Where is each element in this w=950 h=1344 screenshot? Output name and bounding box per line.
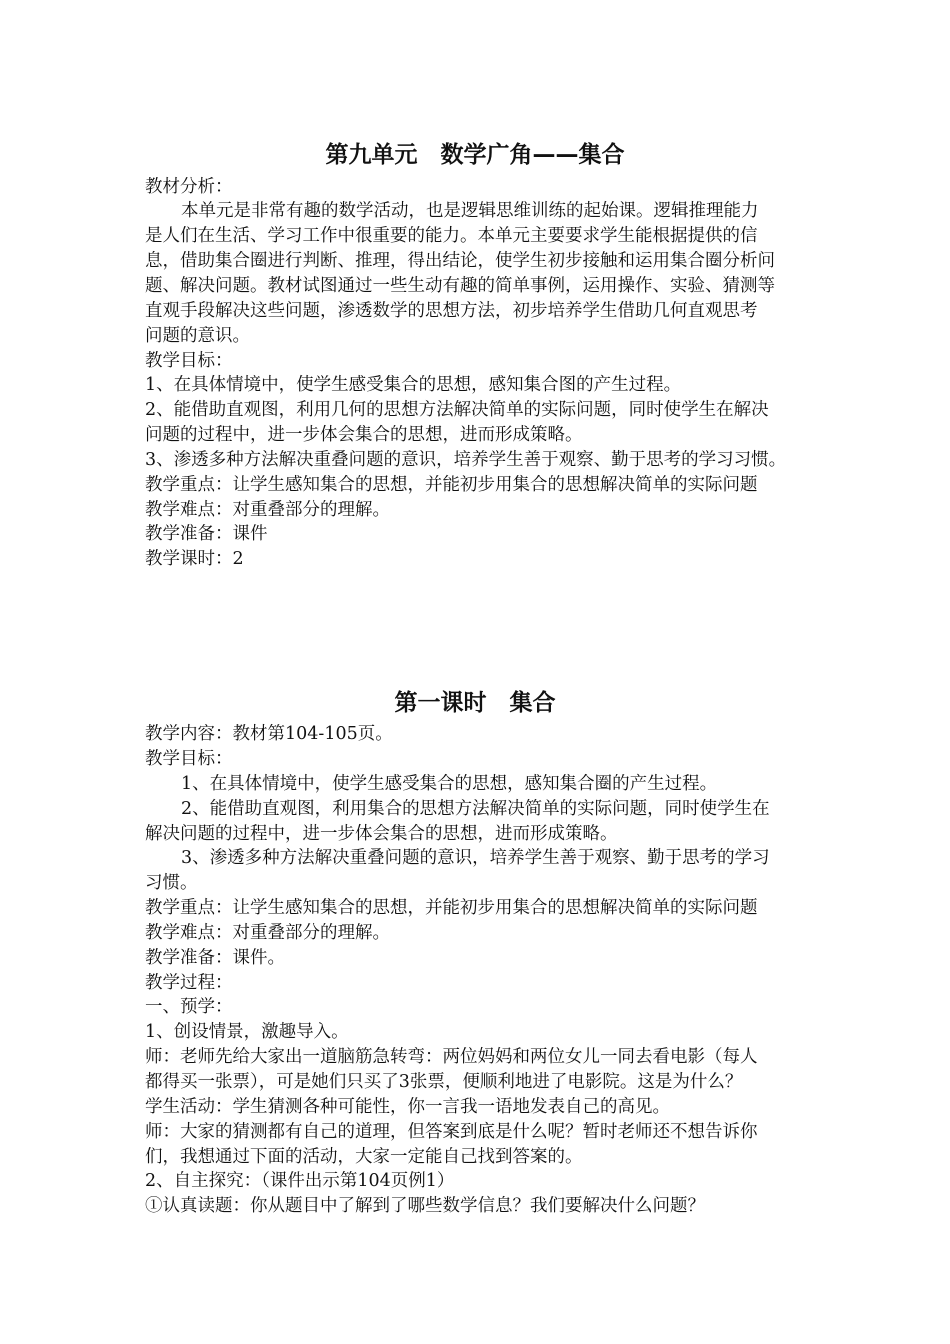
preparation: 教学准备：课件 [145,524,268,544]
process-line: 一、预学： [145,997,233,1017]
lesson-goal-line: 3、渗透多种方法解决重叠问题的意识，培养学生善于观察、勤于思考的学习 [181,848,770,868]
process-line: 1、创设情景，激趣导入。 [145,1022,349,1042]
difficulty: 教学难点：对重叠部分的理解。 [145,500,390,520]
analysis-line: 本单元是非常有趣的数学活动，也是逻辑思维训练的起始课。逻辑推理能力 [181,201,759,221]
unit-title: 第九单元 数学广角——集合 [325,142,625,168]
analysis-line: 直观手段解决这些问题，渗透数学的思想方法，初步培养学生借助几何直观思考 [145,301,758,321]
goal-line: 2、能借助直观图，利用几何的思想方法解决简单的实际问题，同时使学生在解决 [145,400,769,420]
lesson-preparation: 教学准备：课件。 [145,948,285,968]
key-point: 教学重点：让学生感知集合的思想，并能初步用集合的思想解决简单的实际问题 [145,475,758,495]
lesson-content: 教学内容：教材第104-105页。 [145,724,393,744]
analysis-line: 题、解决问题。教材试图通过一些生动有趣的简单事例，运用操作、实验、猜测等 [145,276,775,296]
goal-line: 1、在具体情境中，使学生感受集合的思想，感知集合图的产生过程。 [145,375,682,395]
lesson-goal-line: 1、在具体情境中，使学生感受集合的思想，感知集合圈的产生过程。 [181,774,718,794]
goal-line: 问题的过程中，进一步体会集合的思想，进而形成策略。 [145,425,583,445]
analysis-heading: 教材分析： [145,177,233,197]
process-line: 师：大家的猜测都有自己的道理，但答案到底是什么呢？暂时老师还不想告诉你 [145,1122,758,1142]
lesson-title: 第一课时 集合 [394,690,556,716]
analysis-line: 是人们在生活、学习工作中很重要的能力。本单元主要要求学生能根据提供的信 [145,226,758,246]
analysis-line: 问题的意识。 [145,326,250,346]
lesson-key-point: 教学重点：让学生感知集合的思想，并能初步用集合的思想解决简单的实际问题 [145,898,758,918]
goals-heading: 教学目标： [145,351,233,371]
process-line: 2、自主探究：（课件出示第104页例1） [145,1171,455,1191]
class-periods: 教学课时：2 [145,549,244,569]
analysis-line: 息，借助集合圈进行判断、推理，得出结论，使学生初步接触和运用集合圈分析问 [145,251,775,271]
lesson-difficulty: 教学难点：对重叠部分的理解。 [145,923,390,943]
process-line: ①认真读题：你从题目中了解到了哪些数学信息？我们要解决什么问题？ [145,1196,705,1216]
process-line: 都得买一张票），可是她们只买了3张票，便顺利地进了电影院。这是为什么？ [145,1072,743,1092]
lesson-goal-line: 2、能借助直观图，利用集合的思想方法解决简单的实际问题，同时使学生在 [181,799,770,819]
process-line: 师：老师先给大家出一道脑筋急转弯：两位妈妈和两位女儿一同去看电影（每人 [145,1047,758,1067]
process-heading: 教学过程： [145,973,233,993]
lesson-goals-heading: 教学目标： [145,749,233,769]
lesson-goal-line: 解决问题的过程中，进一步体会集合的思想，进而形成策略。 [145,824,618,844]
process-line: 们，我想通过下面的活动，大家一定能自己找到答案的。 [145,1147,583,1167]
goal-line: 3、渗透多种方法解决重叠问题的意识，培养学生善于观察、勤于思考的学习习惯。 [145,450,787,470]
lesson-goal-line: 习惯。 [145,873,198,893]
process-line: 学生活动：学生猜测各种可能性，你一言我一语地发表自己的高见。 [145,1097,670,1117]
